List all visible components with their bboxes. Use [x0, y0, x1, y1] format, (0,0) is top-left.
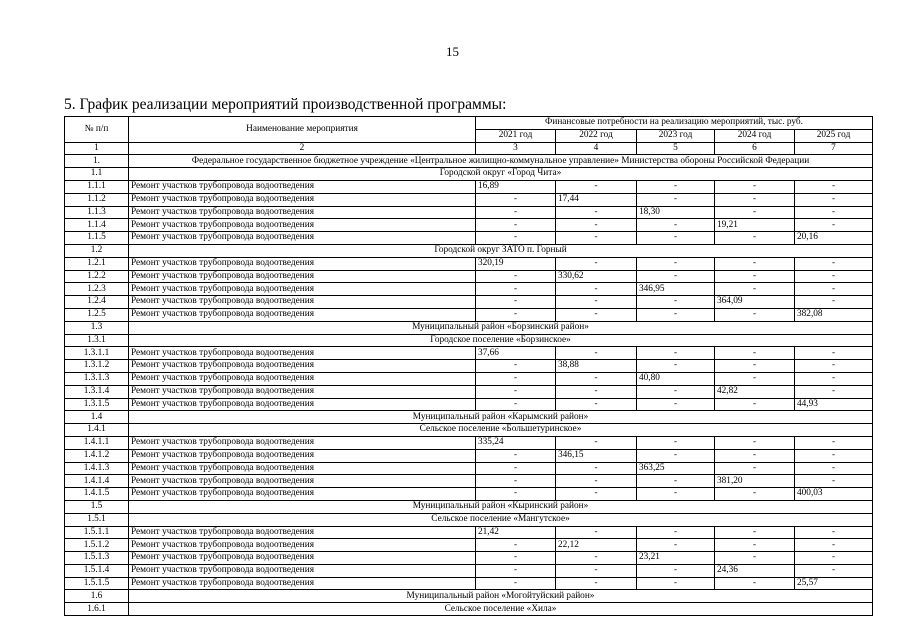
row-number: 1.4.1.1 [65, 436, 129, 449]
row-number: 1.6 [65, 590, 129, 603]
year-value-cell: - [556, 206, 637, 219]
year-value-cell: - [637, 347, 715, 360]
index-cell: 4 [556, 142, 637, 155]
year-value-cell: - [476, 296, 556, 309]
group-title: Городской округ «Город Чита» [129, 168, 873, 181]
group-row [65, 424, 873, 437]
activity-name: Ремонт участков трубопровода водоотведения [129, 564, 476, 577]
row-number: 1.1.3 [65, 206, 129, 219]
year-value-cell: - [476, 449, 556, 462]
activity-name: Ремонт участков трубопровода водоотведения [129, 270, 476, 283]
year-value-cell: - [637, 449, 715, 462]
group-title: Городской округ ЗАТО п. Горный [129, 244, 873, 257]
year-value-cell: - [556, 436, 637, 449]
year-value-cell: - [715, 449, 795, 462]
table-row [65, 552, 873, 565]
year-value-cell: 330,62 [556, 270, 637, 283]
activity-name: Ремонт участков трубопровода водоотведения [129, 475, 476, 488]
year-value-cell: - [795, 372, 873, 385]
index-cell: 3 [476, 142, 556, 155]
year-value-cell: - [795, 526, 873, 539]
year-value-cell: - [637, 475, 715, 488]
year-value-cell: - [637, 270, 715, 283]
year-value-cell: - [795, 539, 873, 552]
index-cell: 6 [715, 142, 795, 155]
schedule-table [64, 116, 873, 616]
year-value-cell: - [795, 283, 873, 296]
table-row [65, 449, 873, 462]
group-title: Муниципальный район «Могойтуйский район» [129, 590, 873, 603]
year-value-cell: - [556, 347, 637, 360]
year-value-cell: 40,80 [637, 372, 715, 385]
group-row [65, 603, 873, 616]
year-value-cell: - [476, 398, 556, 411]
row-number: 1.5.1.4 [65, 564, 129, 577]
activity-name: Ремонт участков трубопровода водоотведения [129, 257, 476, 270]
year-value-cell: - [637, 526, 715, 539]
header-row-1 [65, 117, 873, 130]
row-number: 1.3.1.3 [65, 372, 129, 385]
year-value-cell: - [795, 296, 873, 309]
table-row [65, 347, 873, 360]
row-number: 1.3.1.4 [65, 385, 129, 398]
year-value-cell: - [476, 372, 556, 385]
group-title: Сельское поселение «Мангутское» [129, 513, 873, 526]
year-value-cell: - [795, 360, 873, 373]
year-value-cell: - [476, 360, 556, 373]
table-row [65, 526, 873, 539]
year-value-cell: - [795, 462, 873, 475]
activity-name: Ремонт участков трубопровода водоотведения [129, 436, 476, 449]
year-value-cell: - [637, 180, 715, 193]
year-value-cell: - [556, 283, 637, 296]
year-header: 2021 год [476, 129, 556, 142]
row-number: 1.4.1 [65, 424, 129, 437]
year-value-cell: 17,44 [556, 193, 637, 206]
year-value-cell: - [556, 232, 637, 245]
group-row [65, 321, 873, 334]
row-number: 1.3 [65, 321, 129, 334]
row-number: 1.5.1.1 [65, 526, 129, 539]
activity-name: Ремонт участков трубопровода водоотведения [129, 360, 476, 373]
year-value-cell: 19,21 [715, 219, 795, 232]
row-number: 1.4 [65, 411, 129, 424]
year-value-cell: - [637, 577, 715, 590]
year-value-cell: 23,21 [637, 552, 715, 565]
activity-name: Ремонт участков трубопровода водоотведения [129, 283, 476, 296]
row-number: 1.3.1.2 [65, 360, 129, 373]
year-value-cell: - [795, 257, 873, 270]
group-title: Городское поселение «Борзинское» [129, 334, 873, 347]
year-value-cell: - [715, 232, 795, 245]
table-row [65, 206, 873, 219]
year-value-cell: - [795, 449, 873, 462]
year-value-cell: - [556, 257, 637, 270]
year-value-cell: - [637, 398, 715, 411]
index-cell: 2 [129, 142, 476, 155]
year-value-cell: - [715, 347, 795, 360]
year-value-cell: 37,66 [476, 347, 556, 360]
table-row [65, 372, 873, 385]
group-title: Муниципальный район «Карымский район» [129, 411, 873, 424]
index-cell: 7 [795, 142, 873, 155]
table-body [65, 155, 873, 616]
col-name-header: Наименование мероприятия [129, 117, 476, 143]
row-number: 1.3.1 [65, 334, 129, 347]
header-index-row [65, 142, 873, 155]
activity-name: Ремонт участков трубопровода водоотведения [129, 296, 476, 309]
year-value-cell: - [637, 385, 715, 398]
year-value-cell: - [795, 347, 873, 360]
table-row [65, 539, 873, 552]
year-value-cell: 21,42 [476, 526, 556, 539]
row-number: 1.5.1.2 [65, 539, 129, 552]
activity-name: Ремонт участков трубопровода водоотведения [129, 347, 476, 360]
year-value-cell: - [637, 564, 715, 577]
year-value-cell: 335,24 [476, 436, 556, 449]
activity-name: Ремонт участков трубопровода водоотведения [129, 206, 476, 219]
table-row [65, 283, 873, 296]
table-row [65, 360, 873, 373]
activity-name: Ремонт участков трубопровода водоотведения [129, 372, 476, 385]
table-row [65, 296, 873, 309]
table-row [65, 577, 873, 590]
row-number: 1.3.1.5 [65, 398, 129, 411]
year-value-cell: - [556, 219, 637, 232]
group-row [65, 590, 873, 603]
row-number: 1.4.1.3 [65, 462, 129, 475]
year-value-cell: - [556, 180, 637, 193]
year-value-cell: - [715, 552, 795, 565]
year-header: 2023 год [637, 129, 715, 142]
table-row [65, 475, 873, 488]
group-title: Сельское поселение «Хила» [129, 603, 873, 616]
row-number: 1.2.5 [65, 308, 129, 321]
table-row [65, 385, 873, 398]
year-value-cell: - [556, 308, 637, 321]
year-value-cell: - [715, 193, 795, 206]
row-number: 1.1.5 [65, 232, 129, 245]
group-row [65, 334, 873, 347]
year-value-cell: 18,30 [637, 206, 715, 219]
activity-name: Ремонт участков трубопровода водоотведения [129, 308, 476, 321]
year-value-cell: - [715, 436, 795, 449]
year-value-cell: - [715, 462, 795, 475]
year-value-cell: - [795, 180, 873, 193]
year-value-cell: - [715, 372, 795, 385]
row-number: 1.5.1.3 [65, 552, 129, 565]
year-value-cell: - [476, 552, 556, 565]
year-value-cell: - [795, 475, 873, 488]
year-value-cell: - [637, 296, 715, 309]
year-value-cell: - [476, 577, 556, 590]
year-value-cell: - [476, 232, 556, 245]
group-row [65, 244, 873, 257]
year-value-cell: - [715, 488, 795, 501]
table-row [65, 257, 873, 270]
year-value-cell: - [556, 385, 637, 398]
year-value-cell: - [556, 372, 637, 385]
year-value-cell: - [556, 398, 637, 411]
activity-name: Ремонт участков трубопровода водоотведения [129, 539, 476, 552]
year-value-cell: - [715, 283, 795, 296]
index-cell: 1 [65, 142, 129, 155]
activity-name: Ремонт участков трубопровода водоотведения [129, 385, 476, 398]
year-value-cell: 24,36 [715, 564, 795, 577]
table-row [65, 232, 873, 245]
year-value-cell: - [795, 552, 873, 565]
activity-name: Ремонт участков трубопровода водоотведения [129, 398, 476, 411]
activity-name: Ремонт участков трубопровода водоотведения [129, 462, 476, 475]
year-header: 2024 год [715, 129, 795, 142]
activity-name: Ремонт участков трубопровода водоотведения [129, 232, 476, 245]
year-value-cell: 20,16 [795, 232, 873, 245]
row-number: 1.1 [65, 168, 129, 181]
year-value-cell: 364,09 [715, 296, 795, 309]
year-value-cell: - [795, 564, 873, 577]
table-row [65, 462, 873, 475]
group-row [65, 411, 873, 424]
year-value-cell: - [476, 270, 556, 283]
year-value-cell: 38,88 [556, 360, 637, 373]
year-value-cell: 346,15 [556, 449, 637, 462]
row-number: 1.3.1.1 [65, 347, 129, 360]
table-row [65, 564, 873, 577]
year-value-cell: - [637, 193, 715, 206]
year-value-cell: - [637, 308, 715, 321]
row-number: 1.5.1 [65, 513, 129, 526]
year-value-cell: 16,89 [476, 180, 556, 193]
year-value-cell: - [476, 564, 556, 577]
group-title: Муниципальный район «Борзинский район» [129, 321, 873, 334]
year-value-cell: - [476, 385, 556, 398]
row-number: 1.4.1.5 [65, 488, 129, 501]
year-value-cell: - [795, 270, 873, 283]
year-value-cell: - [556, 296, 637, 309]
year-value-cell: 44,93 [795, 398, 873, 411]
row-number: 1.2 [65, 244, 129, 257]
row-number: 1.5.1.5 [65, 577, 129, 590]
group-row [65, 513, 873, 526]
year-value-cell: - [476, 206, 556, 219]
table-header [65, 117, 873, 155]
year-value-cell: - [556, 488, 637, 501]
year-value-cell: - [715, 308, 795, 321]
activity-name: Ремонт участков трубопровода водоотведения [129, 180, 476, 193]
table-row [65, 193, 873, 206]
year-value-cell: 25,57 [795, 577, 873, 590]
activity-name: Ремонт участков трубопровода водоотведения [129, 193, 476, 206]
year-value-cell: - [715, 360, 795, 373]
year-value-cell: - [795, 385, 873, 398]
table-row [65, 180, 873, 193]
row-number: 1.2.3 [65, 283, 129, 296]
col-num-header: № п/п [65, 117, 129, 143]
row-number: 1.2.2 [65, 270, 129, 283]
group-title: Сельское поселение «Большетуринское» [129, 424, 873, 437]
year-value-cell: - [795, 206, 873, 219]
year-value-cell: - [556, 577, 637, 590]
year-value-cell: - [795, 219, 873, 232]
table-row [65, 308, 873, 321]
row-number: 1.5 [65, 500, 129, 513]
activity-name: Ремонт участков трубопровода водоотведения [129, 219, 476, 232]
group-row [65, 500, 873, 513]
year-value-cell: - [715, 577, 795, 590]
page-number: 15 [446, 44, 459, 59]
year-value-cell: 42,82 [715, 385, 795, 398]
year-value-cell: - [476, 539, 556, 552]
group-row [65, 168, 873, 181]
year-value-cell: - [715, 539, 795, 552]
section-title: 5. График реализации мероприятий производственной программы: [64, 96, 507, 113]
year-value-cell: 320,19 [476, 257, 556, 270]
year-value-cell: 363,25 [637, 462, 715, 475]
year-value-cell: - [556, 462, 637, 475]
year-value-cell: - [637, 488, 715, 501]
year-value-cell: - [476, 308, 556, 321]
year-header: 2025 год [795, 129, 873, 142]
table-row [65, 398, 873, 411]
activity-name: Ремонт участков трубопровода водоотведения [129, 488, 476, 501]
row-number: 1.2.4 [65, 296, 129, 309]
row-number: 1.1.2 [65, 193, 129, 206]
year-header: 2022 год [556, 129, 637, 142]
table-row [65, 436, 873, 449]
year-value-cell: - [715, 526, 795, 539]
row-number: 1.1.4 [65, 219, 129, 232]
year-value-cell: 382,08 [795, 308, 873, 321]
year-value-cell: - [556, 552, 637, 565]
table-row [65, 270, 873, 283]
year-value-cell: - [637, 436, 715, 449]
year-value-cell: - [556, 475, 637, 488]
year-value-cell: - [476, 462, 556, 475]
year-value-cell: - [715, 257, 795, 270]
group-title: Федеральное государственное бюджетное учреждение «Центральное жилищно-коммунальное управление» Министерства обороны Российской Федерации [129, 155, 873, 168]
year-value-cell: - [476, 488, 556, 501]
year-value-cell: - [795, 193, 873, 206]
year-value-cell: 381,20 [715, 475, 795, 488]
year-value-cell: - [476, 475, 556, 488]
table-row [65, 219, 873, 232]
year-value-cell: 400,03 [795, 488, 873, 501]
group-title: Муниципальный район «Кыринский район» [129, 500, 873, 513]
activity-name: Ремонт участков трубопровода водоотведения [129, 552, 476, 565]
table-row [65, 488, 873, 501]
year-value-cell: - [795, 436, 873, 449]
row-number: 1.4.1.4 [65, 475, 129, 488]
finance-header: Финансовые потребности на реализацию мероприятий, тыс. руб. [476, 117, 873, 130]
row-number: 1.1.1 [65, 180, 129, 193]
year-value-cell: 22,12 [556, 539, 637, 552]
year-value-cell: - [637, 360, 715, 373]
year-value-cell: - [556, 564, 637, 577]
year-value-cell: - [715, 206, 795, 219]
year-value-cell: - [715, 180, 795, 193]
activity-name: Ремонт участков трубопровода водоотведения [129, 449, 476, 462]
row-number: 1.2.1 [65, 257, 129, 270]
year-value-cell: - [476, 219, 556, 232]
year-value-cell: - [476, 283, 556, 296]
year-value-cell: - [637, 219, 715, 232]
index-cell: 5 [637, 142, 715, 155]
year-value-cell: - [556, 526, 637, 539]
year-value-cell: - [637, 539, 715, 552]
year-value-cell: - [715, 270, 795, 283]
activity-name: Ремонт участков трубопровода водоотведения [129, 577, 476, 590]
activity-name: Ремонт участков трубопровода водоотведения [129, 526, 476, 539]
year-value-cell: - [637, 232, 715, 245]
row-number: 1.4.1.2 [65, 449, 129, 462]
year-value-cell: - [715, 398, 795, 411]
year-value-cell: - [476, 193, 556, 206]
row-number: 1.6.1 [65, 603, 129, 616]
group-row [65, 155, 873, 168]
year-value-cell: - [637, 257, 715, 270]
year-value-cell: 346,95 [637, 283, 715, 296]
row-number: 1. [65, 155, 129, 168]
